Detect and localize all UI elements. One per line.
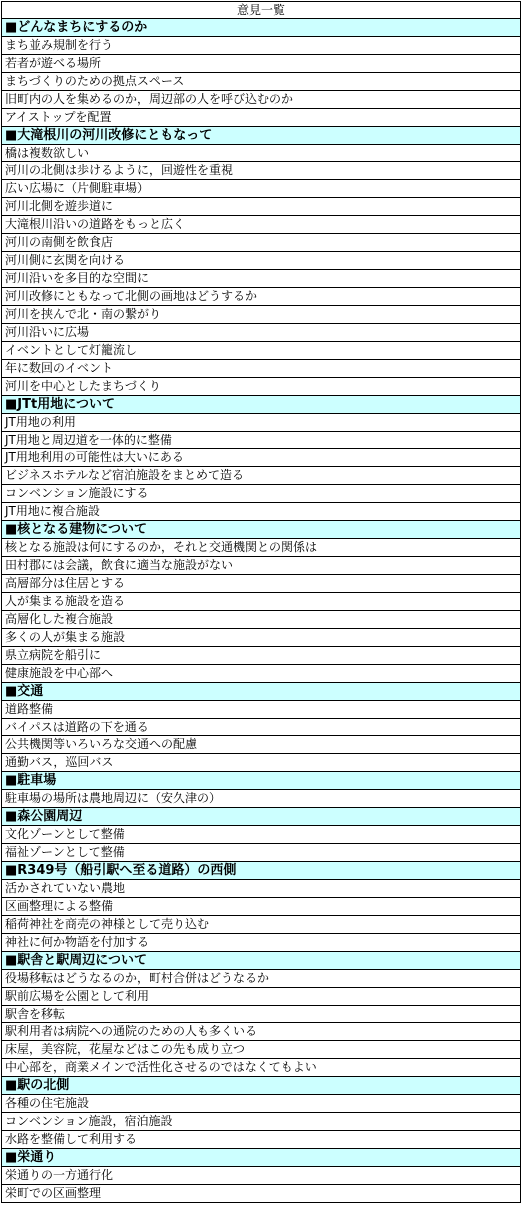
list-item: 核となる施設は何にするのか，それと交通機関との関係は bbox=[1, 539, 521, 557]
list-item: JT用地に複合施設 bbox=[1, 503, 521, 521]
section-header: ■R349号（船引駅へ至る道路）の西側 bbox=[1, 862, 521, 880]
list-item: 大滝根川沿いの道路をもっと広く bbox=[1, 216, 521, 234]
list-item: 田村郡には会議，飲食に適当な施設がない bbox=[1, 557, 521, 575]
list-item: 健康施設を中心部へ bbox=[1, 665, 521, 683]
section-header: ■栄通り bbox=[1, 1149, 521, 1167]
list-item: 中心部を，商業メインで活性化させるのではなくてもよい bbox=[1, 1059, 521, 1077]
table-body bbox=[1, 19, 521, 1203]
list-item: 水路を整備して利用する bbox=[1, 1131, 521, 1149]
list-item: 年に数回のイベント bbox=[1, 360, 521, 378]
list-item: コンベンション施設，宿泊施設 bbox=[1, 1113, 521, 1131]
list-item: 高層部分は住居とする bbox=[1, 575, 521, 593]
list-item: 神社に何か物語を付加する bbox=[1, 934, 521, 952]
list-item: JT用地の利用 bbox=[1, 414, 521, 432]
list-item: 各種の住宅施設 bbox=[1, 1095, 521, 1113]
section-header: ■駅の北側 bbox=[1, 1077, 521, 1095]
list-item: JT用地利用の可能性は大いにある bbox=[1, 449, 521, 467]
list-item: 区画整理による整備 bbox=[1, 898, 521, 916]
opinion-list-table bbox=[1, 1, 521, 1203]
table-title: 意見一覧 bbox=[1, 1, 521, 19]
list-item: JT用地と周辺道を一体的に整備 bbox=[1, 432, 521, 450]
list-item: イベントとして灯籠流し bbox=[1, 342, 521, 360]
list-item: 橋は複数欲しい bbox=[1, 145, 521, 163]
list-item: バイパスは道路の下を通る bbox=[1, 719, 521, 737]
list-item: アイストップを配置 bbox=[1, 109, 521, 127]
section-header: ■核となる建物について bbox=[1, 521, 521, 539]
section-header: ■JTt用地について bbox=[1, 396, 521, 414]
list-item: まち並み規制を行う bbox=[1, 37, 521, 55]
section-header: ■大滝根川の河川改修にともなって bbox=[1, 127, 521, 145]
list-item: 河川沿いに広場 bbox=[1, 324, 521, 342]
list-item: 福祉ゾーンとして整備 bbox=[1, 844, 521, 862]
list-item: 県立病院を船引に bbox=[1, 647, 521, 665]
list-item: 河川の北側は歩けるように，回遊性を重視 bbox=[1, 162, 521, 180]
list-item: 文化ゾーンとして整備 bbox=[1, 826, 521, 844]
list-item: 公共機関等いろいろな交通への配慮 bbox=[1, 736, 521, 754]
list-item: まちづくりのための拠点スペース bbox=[1, 73, 521, 91]
list-item: 通勤バス，巡回バス bbox=[1, 754, 521, 772]
list-item: 河川の南側を飲食店 bbox=[1, 234, 521, 252]
list-item: コンベンション施設にする bbox=[1, 485, 521, 503]
list-item: 河川改修にともなって北側の画地はどうするか bbox=[1, 288, 521, 306]
list-item: 栄通りの一方通行化 bbox=[1, 1167, 521, 1185]
list-item: 河川北側を遊歩道に bbox=[1, 198, 521, 216]
list-item: 旧町内の人を集めるのか，周辺部の人を呼び込むのか bbox=[1, 91, 521, 109]
list-item: ビジネスホテルなど宿泊施設をまとめて造る bbox=[1, 467, 521, 485]
list-item: 駅前広場を公園として利用 bbox=[1, 988, 521, 1006]
list-item: 稲荷神社を商売の神様として売り込む bbox=[1, 916, 521, 934]
list-item: 高層化した複合施設 bbox=[1, 611, 521, 629]
list-item: 人が集まる施設を造る bbox=[1, 593, 521, 611]
list-item: 河川沿いを多目的な空間に bbox=[1, 270, 521, 288]
list-item: 駅舎を移転 bbox=[1, 1006, 521, 1024]
list-item: 広い広場に（片側駐車場） bbox=[1, 180, 521, 198]
section-header: ■交通 bbox=[1, 683, 521, 701]
list-item: 栄町での区画整理 bbox=[1, 1185, 521, 1203]
list-item: 駐車場の場所は農地周辺に（安久津の） bbox=[1, 790, 521, 808]
list-item: 活かされていない農地 bbox=[1, 880, 521, 898]
list-item: 役場移転はどうなるのか，町村合併はどうなるか bbox=[1, 970, 521, 988]
list-item: 道路整備 bbox=[1, 701, 521, 719]
section-header: ■駅舎と駅周辺について bbox=[1, 952, 521, 970]
section-header: ■駐車場 bbox=[1, 772, 521, 790]
list-item: 河川を中心としたまちづくり bbox=[1, 378, 521, 396]
list-item: 駅利用者は病院への通院のための人も多くいる bbox=[1, 1023, 521, 1041]
section-header: ■どんなまちにするのか bbox=[1, 19, 521, 37]
list-item: 河川を挟んで北・南の繋がり bbox=[1, 306, 521, 324]
list-item: 若者が遊べる場所 bbox=[1, 55, 521, 73]
list-item: 床屋，美容院，花屋などはこの先も成り立つ bbox=[1, 1041, 521, 1059]
section-header: ■森公園周辺 bbox=[1, 808, 521, 826]
list-item: 多くの人が集まる施設 bbox=[1, 629, 521, 647]
list-item: 河川側に玄関を向ける bbox=[1, 252, 521, 270]
